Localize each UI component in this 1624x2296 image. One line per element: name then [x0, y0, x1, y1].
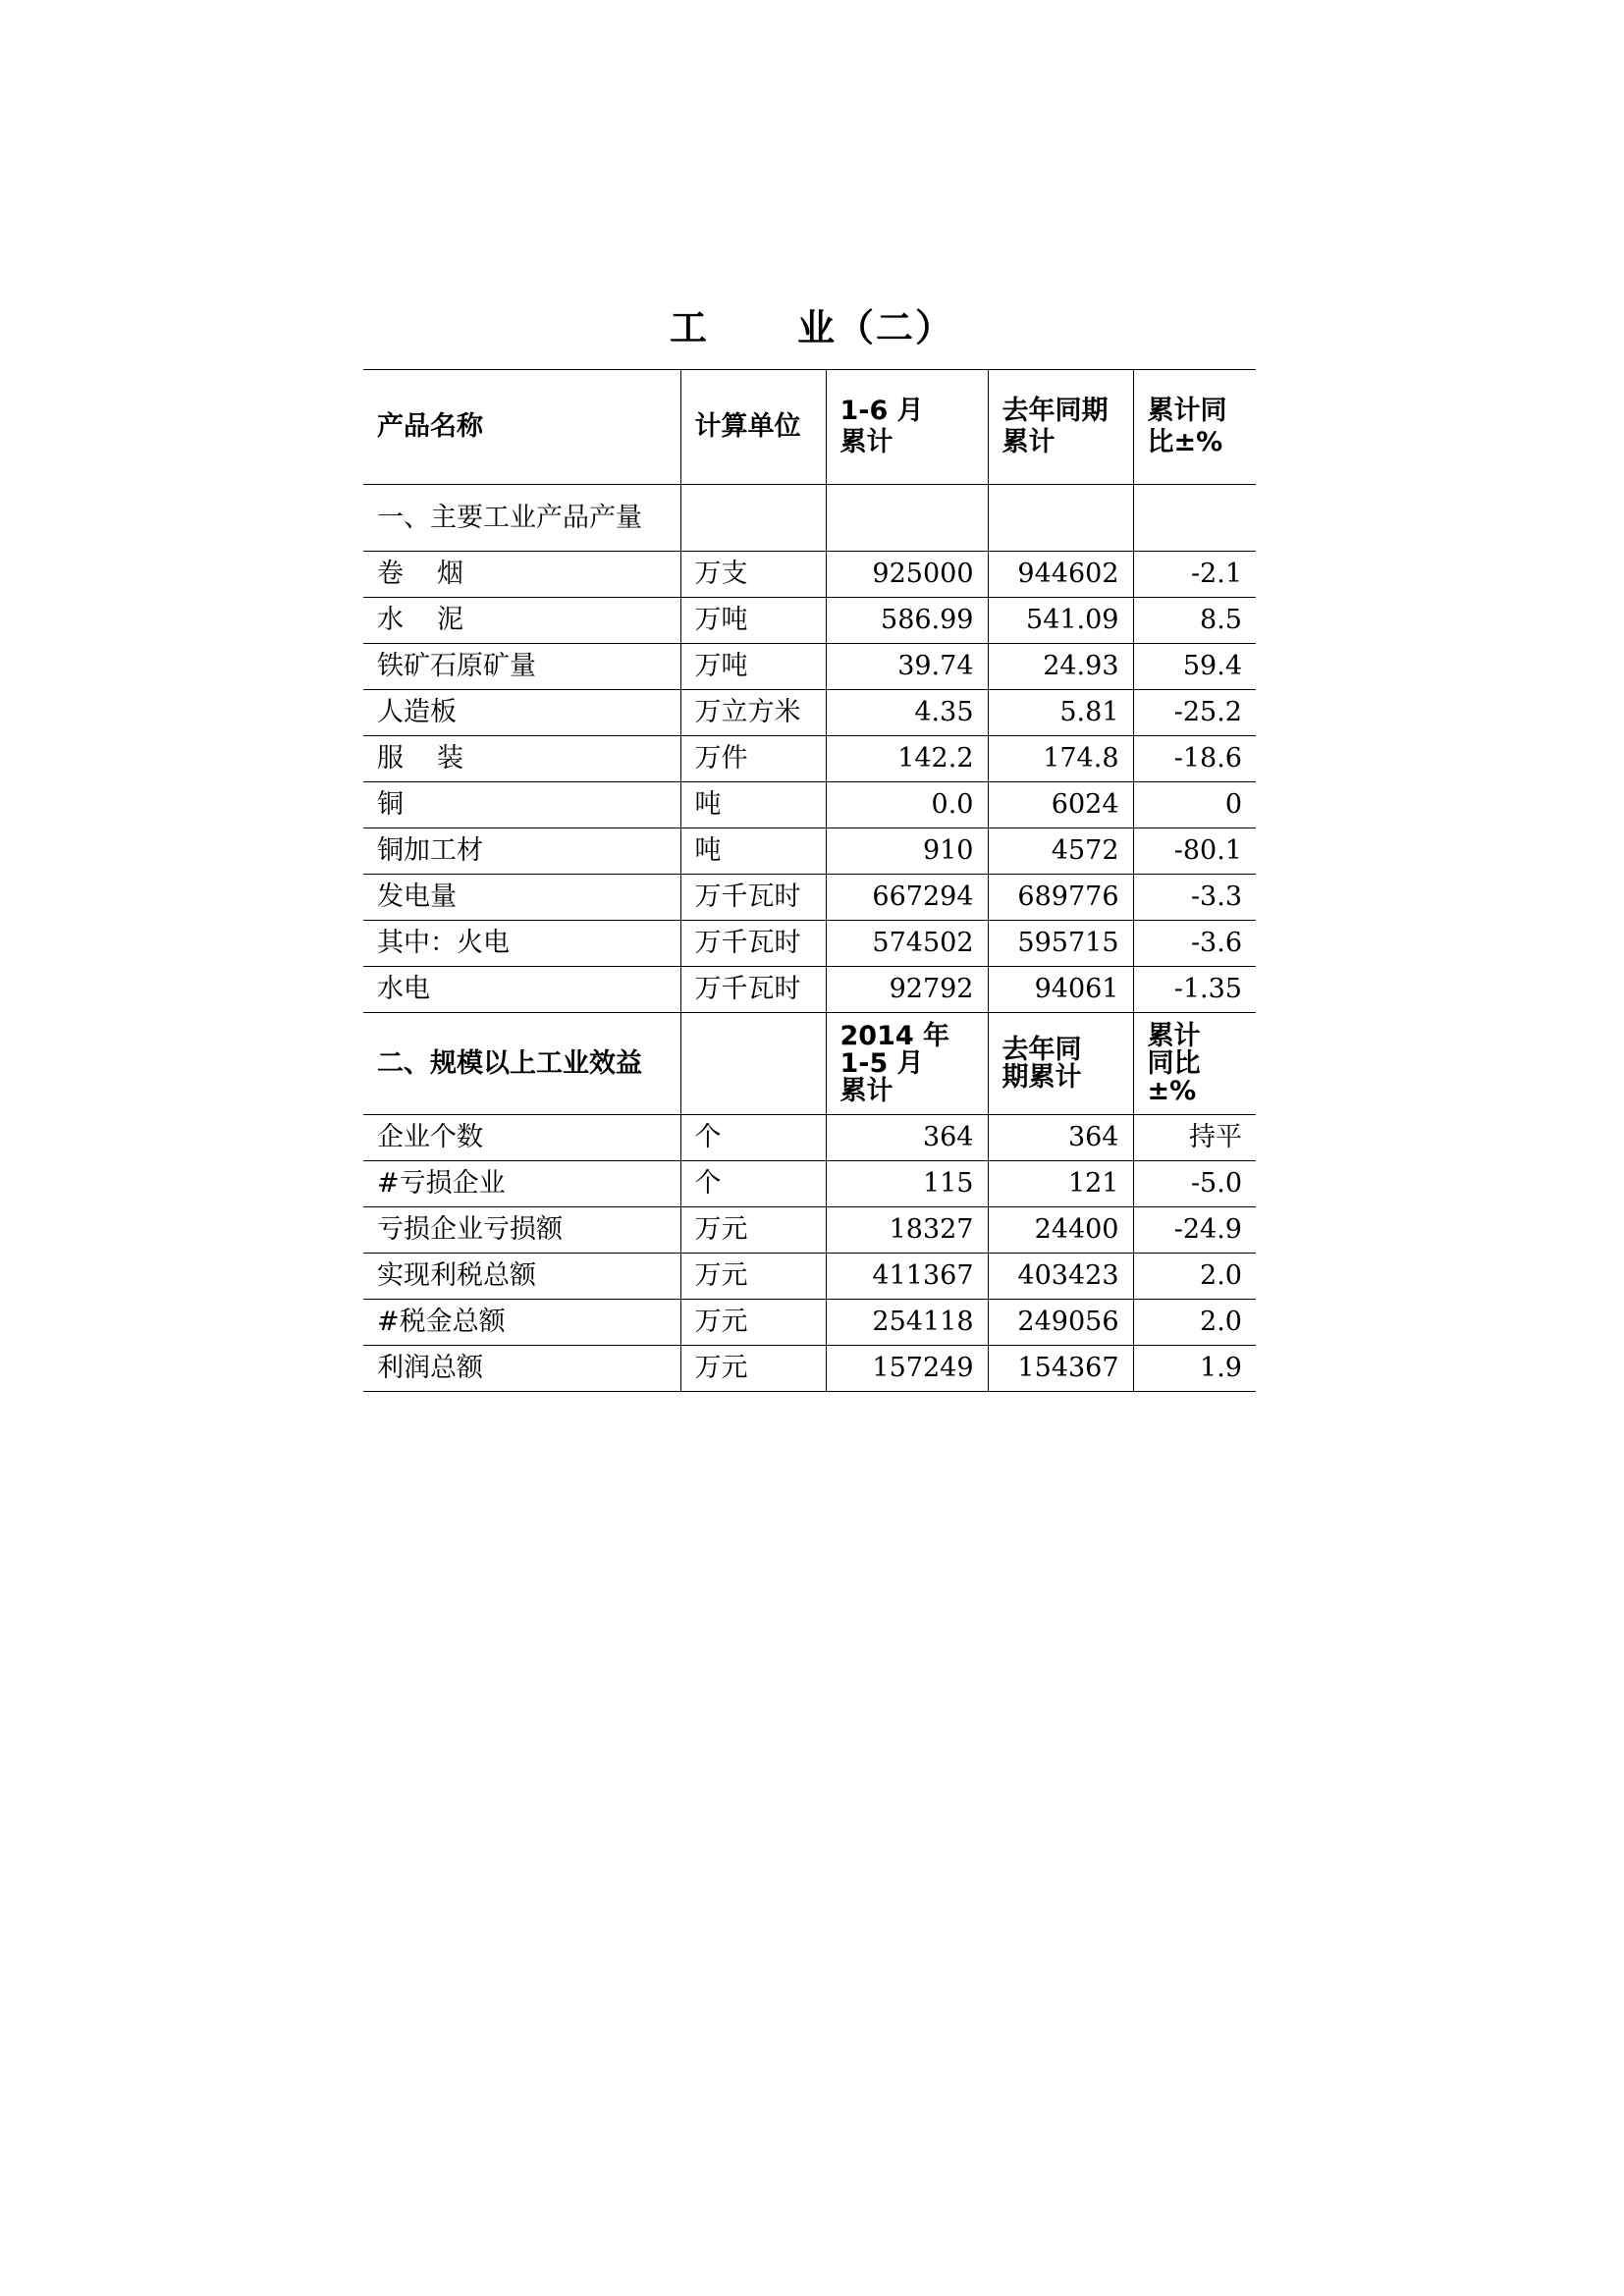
table-row	[363, 921, 1256, 967]
table-row	[363, 644, 1256, 690]
row-unit: 万元	[680, 1207, 826, 1254]
row-previous: 24400	[988, 1207, 1133, 1254]
row-unit: 吨	[680, 782, 826, 828]
row-current: 4.35	[826, 690, 988, 736]
table-row	[363, 598, 1256, 644]
row-current: 254118	[826, 1300, 988, 1346]
table-row	[363, 1300, 1256, 1346]
row-current: 667294	[826, 875, 988, 921]
row-current: 142.2	[826, 736, 988, 782]
row-name: 铜	[363, 782, 680, 828]
table-header-row	[363, 370, 1256, 485]
row-change: -18.6	[1133, 736, 1256, 782]
row-name: 卷 烟	[363, 552, 680, 598]
row-current: 574502	[826, 921, 988, 967]
row-previous: 595715	[988, 921, 1133, 967]
row-name: 铁矿石原矿量	[363, 644, 680, 690]
row-previous: 5.81	[988, 690, 1133, 736]
row-unit: 万千瓦时	[680, 875, 826, 921]
page-title-part1: 工	[669, 306, 709, 349]
row-previous: 249056	[988, 1300, 1133, 1346]
row-unit: 万元	[680, 1254, 826, 1300]
row-change: 8.5	[1133, 598, 1256, 644]
table-row	[363, 1207, 1256, 1254]
table-row	[363, 1161, 1256, 1207]
row-previous: 24.93	[988, 644, 1133, 690]
row-current: 92792	[826, 967, 988, 1013]
row-current: 925000	[826, 552, 988, 598]
header-change-line1: 累计同	[1147, 396, 1227, 426]
section2-title: 二、规模以上工业效益	[363, 1013, 680, 1115]
row-previous: 541.09	[988, 598, 1133, 644]
row-unit: 吨	[680, 828, 826, 875]
table-row	[363, 782, 1256, 828]
row-name: 企业个数	[363, 1115, 680, 1161]
row-previous: 4572	[988, 828, 1133, 875]
header-current	[826, 370, 988, 485]
row-name: #税金总额	[363, 1300, 680, 1346]
row-previous: 944602	[988, 552, 1133, 598]
row-change: 0	[1133, 782, 1256, 828]
row-change: -24.9	[1133, 1207, 1256, 1254]
table-row	[363, 1346, 1256, 1392]
row-change: 2.0	[1133, 1300, 1256, 1346]
row-unit: 万吨	[680, 598, 826, 644]
row-name: #亏损企业	[363, 1161, 680, 1207]
row-change: -2.1	[1133, 552, 1256, 598]
row-previous: 6024	[988, 782, 1133, 828]
row-change: -25.2	[1133, 690, 1256, 736]
row-unit: 个	[680, 1161, 826, 1207]
row-current: 586.99	[826, 598, 988, 644]
row-current: 910	[826, 828, 988, 875]
row-previous: 174.8	[988, 736, 1133, 782]
table-row	[363, 875, 1256, 921]
header-previous	[988, 370, 1133, 485]
header-change-line2: 比±%	[1147, 427, 1223, 457]
table-row	[363, 552, 1256, 598]
row-name: 亏损企业亏损额	[363, 1207, 680, 1254]
row-change: -3.6	[1133, 921, 1256, 967]
row-unit: 万千瓦时	[680, 967, 826, 1013]
row-current: 115	[826, 1161, 988, 1207]
table-row	[363, 690, 1256, 736]
header-previous-line2: 累计	[1001, 427, 1056, 457]
row-name: 服 装	[363, 736, 680, 782]
page-title-part2: 业（二）	[797, 306, 955, 349]
row-previous: 154367	[988, 1346, 1133, 1392]
section1-title-row	[363, 485, 1256, 552]
header-current-line2: 累计	[839, 427, 893, 457]
row-unit: 万元	[680, 1300, 826, 1346]
row-previous: 94061	[988, 967, 1133, 1013]
row-change: 1.9	[1133, 1346, 1256, 1392]
row-change: 2.0	[1133, 1254, 1256, 1300]
table-row	[363, 1115, 1256, 1161]
header-current-line1: 1-6 月	[839, 396, 924, 426]
row-unit: 万立方米	[680, 690, 826, 736]
row-name: 其中：火电	[363, 921, 680, 967]
header-previous-line1: 去年同期	[1001, 396, 1109, 426]
row-previous: 403423	[988, 1254, 1133, 1300]
row-current: 411367	[826, 1254, 988, 1300]
row-unit: 万支	[680, 552, 826, 598]
header-change	[1133, 370, 1256, 485]
section2-header-current: 2014 年 1-5 月 累计	[826, 1013, 988, 1115]
row-change: 持平	[1133, 1115, 1256, 1161]
row-unit: 万吨	[680, 644, 826, 690]
row-previous: 121	[988, 1161, 1133, 1207]
row-previous: 364	[988, 1115, 1133, 1161]
row-name: 水 泥	[363, 598, 680, 644]
table-row	[363, 828, 1256, 875]
row-name: 铜加工材	[363, 828, 680, 875]
page-title	[0, 297, 1624, 351]
row-change: -5.0	[1133, 1161, 1256, 1207]
row-previous: 689776	[988, 875, 1133, 921]
header-product-name: 产品名称	[363, 370, 680, 485]
row-unit: 万元	[680, 1346, 826, 1392]
row-unit: 万千瓦时	[680, 921, 826, 967]
row-current: 157249	[826, 1346, 988, 1392]
row-name: 人造板	[363, 690, 680, 736]
section2-header-row	[363, 1013, 1256, 1115]
table-row	[363, 1254, 1256, 1300]
section2-header-previous: 去年同 期累计	[988, 1013, 1133, 1115]
row-change: -3.3	[1133, 875, 1256, 921]
row-change: -1.35	[1133, 967, 1256, 1013]
row-name: 发电量	[363, 875, 680, 921]
row-name: 利润总额	[363, 1346, 680, 1392]
row-current: 0.0	[826, 782, 988, 828]
industry-table	[363, 369, 1256, 1392]
row-unit: 个	[680, 1115, 826, 1161]
row-change: 59.4	[1133, 644, 1256, 690]
section1-title: 一、主要工业产品产量	[363, 485, 680, 552]
row-unit: 万件	[680, 736, 826, 782]
table-row	[363, 967, 1256, 1013]
section2-header-change: 累计 同比 ±%	[1133, 1013, 1256, 1115]
row-name: 实现利税总额	[363, 1254, 680, 1300]
row-current: 364	[826, 1115, 988, 1161]
header-unit: 计算单位	[680, 370, 826, 485]
row-name: 水电	[363, 967, 680, 1013]
table-row	[363, 736, 1256, 782]
row-change: -80.1	[1133, 828, 1256, 875]
row-current: 18327	[826, 1207, 988, 1254]
row-current: 39.74	[826, 644, 988, 690]
